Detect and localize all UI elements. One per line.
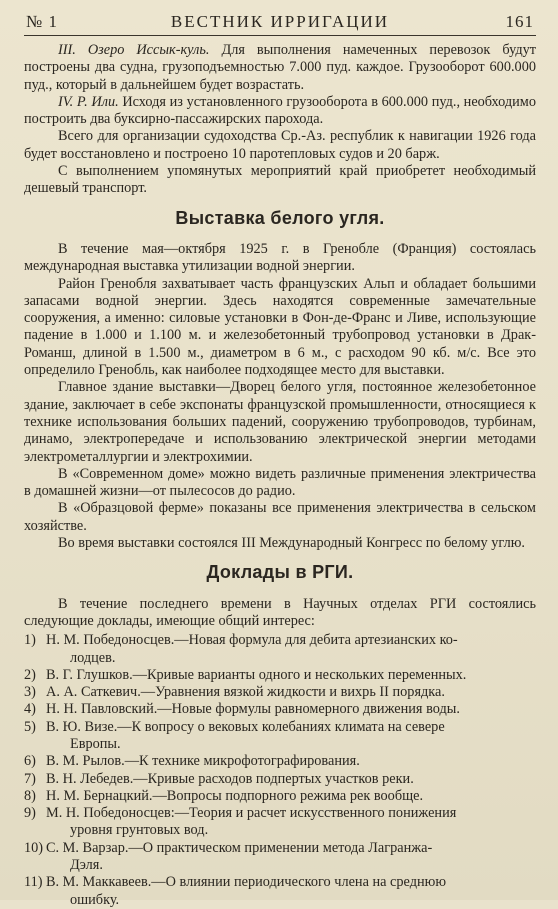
item-number: 9) bbox=[24, 805, 36, 822]
item-text: В. М. Маккавеев.—О влиянии периодического члена на среднюю bbox=[46, 874, 446, 891]
page-number: 161 bbox=[505, 12, 534, 31]
item-number: 8) bbox=[24, 787, 36, 804]
exhibition-paragraph: Главное здание выставки—Дворец белого угля, постоянное железобетонное здание, заключает в себе экспонаты французской промышленности, относящиеся к технике использования больших падений, сооружению трубопроводов, турбинам, динамо, электропередаче и использованию электрической энергии методами электрометаллургии и электрохимии. bbox=[24, 379, 536, 465]
paragraph-text: Исходя из установленного грузооборота в 600.000 пуд., необходимо построить два буксирно-пассажирских парохода. bbox=[24, 93, 537, 128]
page-body bbox=[24, 42, 536, 909]
paragraph-total: Всего для организации судоходства Ср.-Аз. республик к навигации 1926 года будет восстановлено и построено 10 паротепловых судов и 20 барж. bbox=[24, 128, 536, 162]
list-item bbox=[24, 805, 536, 840]
list-item bbox=[24, 874, 536, 909]
item-number: 6) bbox=[24, 753, 36, 770]
item-text-continued: лодцев. bbox=[70, 649, 116, 666]
list-item bbox=[24, 667, 536, 684]
paragraph-issyk-kul bbox=[24, 42, 536, 94]
list-item bbox=[24, 719, 536, 754]
exhibition-paragraph: В течение мая—октября 1925 г. в Гренобле (Франция) состоялась международная выставка утилизации водной энергии. bbox=[24, 240, 536, 275]
list-item bbox=[24, 771, 536, 788]
paragraph-conclusion: С выполнением упомянутых мероприятий край приобретет необходимый дешевый транспорт. bbox=[24, 163, 536, 197]
item-text: В. М. Рылов.—К технике микрофотографирования. bbox=[46, 753, 360, 770]
reports-intro: В течение последнего времени в Научных отделах РГИ состоялись следующие доклады, имеющие общий интерес: bbox=[24, 595, 536, 629]
item-text: М. Н. Победоносцев:—Теория и расчет искусственного понижения bbox=[46, 805, 457, 822]
paragraph-lead: IV. Р. Или. bbox=[58, 93, 119, 110]
item-text: Н. Н. Павловский.—Новые формулы равномерного движения воды. bbox=[46, 701, 460, 718]
item-text: Н. М. Бернацкий.—Вопросы подпорного режима рек вообще. bbox=[46, 787, 424, 804]
item-number: 4) bbox=[24, 701, 36, 718]
exhibition-paragraph: В «Современном доме» можно видеть различные применения электричества в домашней жизни—от пылесосов до радио. bbox=[24, 465, 536, 500]
item-text: С. М. Варзар.—О практическом применении метода Лагранжа- bbox=[46, 839, 433, 856]
journal-title: ВЕСТНИК ИРРИГАЦИИ bbox=[170, 12, 390, 31]
issue-number: № 1 bbox=[26, 12, 58, 31]
item-text-continued: ошибку. bbox=[70, 891, 120, 908]
item-number: 5) bbox=[24, 718, 36, 735]
item-number: 7) bbox=[24, 770, 36, 787]
exhibition-paragraph: Район Гренобля захватывает часть французских Альп и обладает большими запасами водной энергии. Здесь находятся современные замечательные сооружения, а именно: силовые установки в Фон-де-Франс и Ливе, использующие падение в 1.000 и 1.100 м. и железобетонный трубопровод установки в Драк-Романш, длиной в 1.500 м., диаметром в 6 м., с расходом 90 кб. м/с. Все это определило Гренобль, как наиболее подходящее место для выставки. bbox=[24, 275, 536, 379]
item-number: 11) bbox=[24, 874, 43, 891]
item-text-continued: Европы. bbox=[70, 735, 121, 752]
paragraph-lead: III. Озеро Иссык-куль. bbox=[58, 42, 210, 58]
paragraph-ili bbox=[24, 94, 536, 129]
reports-list bbox=[24, 632, 536, 909]
list-item bbox=[24, 684, 536, 701]
item-number: 10) bbox=[24, 839, 44, 856]
item-text-continued: Дэля. bbox=[70, 857, 103, 874]
paragraph-text: Для выполнения намеченных перевозок будут построены два судна, грузоподъемностью 7.000 пуд. каждое. Грузооборот 600.000 пуд., который в дальнейшем будет возрастать. bbox=[24, 42, 536, 93]
list-item bbox=[24, 788, 536, 805]
list-item bbox=[24, 632, 536, 667]
running-header bbox=[24, 12, 536, 36]
item-text: В. Н. Лебедев.—Кривые расходов подпертых участков реки. bbox=[46, 770, 414, 787]
list-item bbox=[24, 840, 536, 875]
item-number: 3) bbox=[24, 684, 36, 701]
item-number: 2) bbox=[24, 666, 36, 683]
section-title-reports: Доклады в РГИ. bbox=[206, 562, 354, 583]
item-number: 1) bbox=[24, 632, 36, 649]
section-title-exhibition: Выставка белого угля. bbox=[175, 207, 385, 228]
item-text: В. Ю. Визе.—К вопросу о вековых колебаниях климата на севере bbox=[46, 718, 445, 735]
item-text-continued: уровня грунтовых вод. bbox=[70, 822, 209, 839]
item-text: Н. М. Победоносцев.—Новая формула для дебита артезианских ко- bbox=[46, 632, 458, 649]
exhibition-paragraph: Во время выставки состоялся III Международный Конгресс по белому углю. bbox=[58, 535, 525, 552]
item-text: А. А. Саткевич.—Уравнения вязкой жидкости и вихрь II порядка. bbox=[46, 684, 445, 701]
list-item bbox=[24, 753, 536, 770]
list-item bbox=[24, 701, 536, 718]
item-text: В. Г. Глушков.—Кривые варианты одного и нескольких переменных. bbox=[46, 666, 467, 683]
exhibition-paragraph: В «Образцовой ферме» показаны все применения электричества в сельском хозяйстве. bbox=[24, 500, 536, 534]
